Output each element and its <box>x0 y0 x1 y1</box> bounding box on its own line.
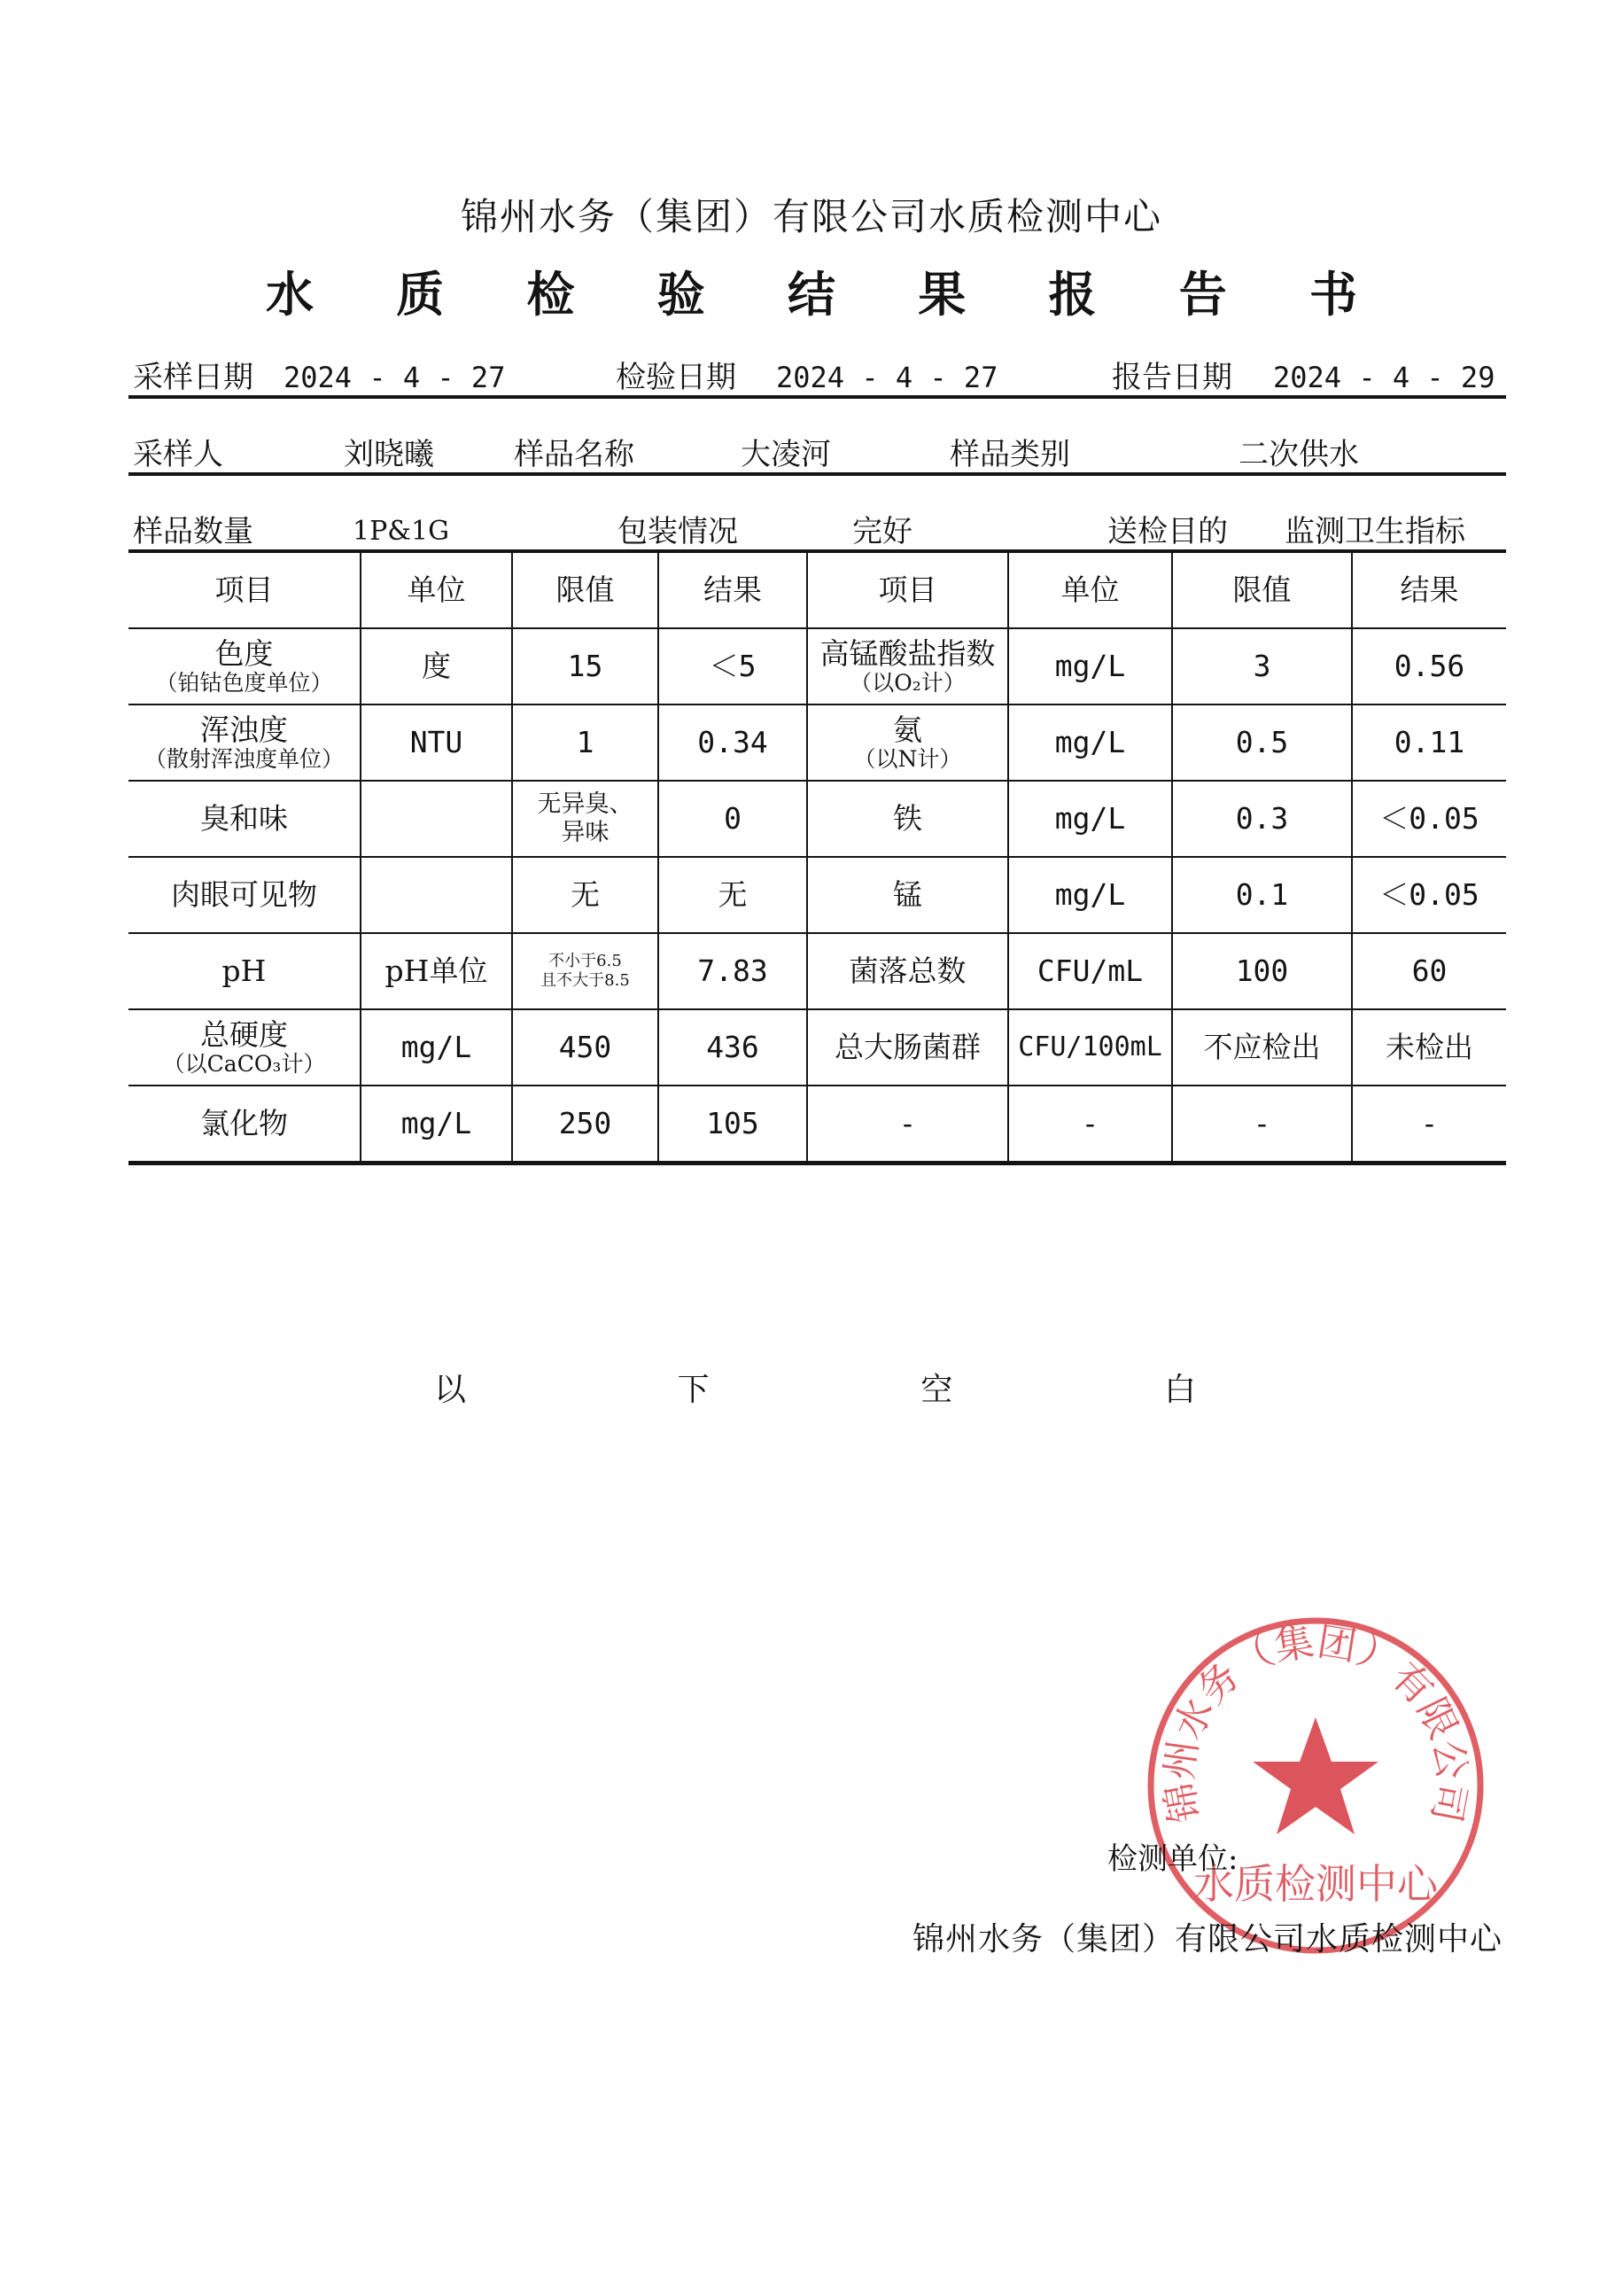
limit-line: 不小于6.5 <box>548 951 622 970</box>
info-underline-1 <box>128 395 1506 399</box>
limit-cell: - <box>1172 1086 1352 1164</box>
item-name: 总硬度 <box>200 1016 288 1052</box>
unit-cell: CFU/100mL <box>1008 1009 1172 1086</box>
item-cell: 铁 <box>807 781 1008 857</box>
report-date: 2024 - 4 - 29 <box>1273 361 1495 394</box>
organization-title: 锦州水务（集团）有限公司水质检测中心 <box>460 195 1162 238</box>
info-underline-2 <box>128 472 1506 476</box>
result-cell: 无 <box>658 857 807 933</box>
unit-cell <box>361 781 512 857</box>
result-cell: 60 <box>1352 933 1506 1009</box>
unit-cell: mg/L <box>361 1086 512 1164</box>
item-note: （铂钴色度单位） <box>155 669 333 696</box>
header-item: 项目 <box>807 551 1008 628</box>
limit-cell: 450 <box>512 1009 658 1086</box>
item-cell <box>807 704 1008 781</box>
test-date: 2024 - 4 - 27 <box>776 361 998 394</box>
limit-cell: 无 <box>512 857 658 933</box>
item-name: 浑浊度 <box>200 712 288 747</box>
item-cell <box>128 704 361 781</box>
header-result: 结果 <box>658 551 807 628</box>
header-unit: 单位 <box>1008 551 1172 628</box>
blank-notice-char: 空 <box>920 1372 953 1408</box>
result-cell: 未检出 <box>1352 1009 1506 1086</box>
packaging-label: 包装情况 <box>617 514 738 549</box>
result-cell: ＜5 <box>658 628 807 704</box>
limit-cell: 250 <box>512 1086 658 1164</box>
unit-cell <box>361 857 512 933</box>
report-title <box>266 257 1357 325</box>
results-table <box>128 549 1506 1165</box>
header-limit: 限值 <box>512 551 658 628</box>
blank-notice-char: 白 <box>1163 1372 1196 1408</box>
result-cell: 0.11 <box>1352 704 1506 781</box>
item-cell <box>128 628 361 704</box>
report-title-char: 水 <box>266 266 314 323</box>
unit-cell: mg/L <box>1008 704 1172 781</box>
report-title-char: 质 <box>396 266 445 323</box>
item-cell <box>128 1009 361 1086</box>
unit-cell: 度 <box>361 628 512 704</box>
report-title-char: 果 <box>918 266 967 323</box>
unit-cell: - <box>1008 1086 1172 1164</box>
unit-cell: mg/L <box>1008 781 1172 857</box>
result-cell: 105 <box>658 1086 807 1164</box>
limit-line: 无异臭、 <box>537 790 633 818</box>
report-title-char: 结 <box>788 266 835 323</box>
table-row <box>128 933 1506 1009</box>
header-limit: 限值 <box>1172 551 1352 628</box>
sample-name: 大凌河 <box>741 437 831 472</box>
sampler-label: 采样人 <box>133 437 223 472</box>
limit-cell: 15 <box>512 628 658 704</box>
result-cell: 0 <box>658 781 807 857</box>
sampling-date-label: 采样日期 <box>133 360 253 395</box>
result-cell: 0.34 <box>658 704 807 781</box>
header-result: 结果 <box>1352 551 1506 628</box>
quantity-label: 样品数量 <box>133 514 253 549</box>
table-row <box>128 857 1506 933</box>
blank-below-notice <box>434 1365 1196 1410</box>
table-row <box>128 781 1506 857</box>
item-cell <box>807 628 1008 704</box>
limit-cell <box>512 933 658 1009</box>
official-seal <box>1143 1613 1488 1958</box>
result-cell: 436 <box>658 1009 807 1086</box>
sample-type: 二次供水 <box>1239 437 1359 472</box>
header-unit: 单位 <box>361 551 512 628</box>
seal-center-text: 水质检测中心 <box>1193 1860 1438 1908</box>
item-note: （散射浑浊度单位） <box>144 745 344 772</box>
item-name: 色度 <box>214 635 274 671</box>
limit-cell: 不应检出 <box>1172 1009 1352 1086</box>
limit-cell: 100 <box>1172 933 1352 1009</box>
sampler: 刘晓曦 <box>344 437 434 472</box>
limit-cell: 0.3 <box>1172 781 1352 857</box>
table-row <box>128 628 1506 704</box>
header-item: 项目 <box>128 551 361 628</box>
limit-cell: 1 <box>512 704 658 781</box>
report-title-char: 书 <box>1309 266 1357 323</box>
item-name: 氨 <box>893 712 922 747</box>
limit-cell: 0.5 <box>1172 704 1352 781</box>
limit-line: 且不大于8.5 <box>540 971 630 990</box>
limit-line: 异味 <box>561 819 610 846</box>
result-cell: ＜0.05 <box>1352 857 1506 933</box>
unit-cell: mg/L <box>1008 628 1172 704</box>
item-cell: 总大肠菌群 <box>807 1009 1008 1086</box>
sampling-date: 2024 - 4 - 27 <box>283 361 506 394</box>
testing-unit-label: 检测单位: <box>1107 1841 1239 1877</box>
table-row <box>128 1009 1506 1086</box>
result-cell: - <box>1352 1086 1506 1164</box>
item-name: 高锰酸盐指数 <box>819 635 996 671</box>
result-cell: 7.83 <box>658 933 807 1009</box>
report-title-char: 验 <box>656 266 705 323</box>
result-cell: ＜0.05 <box>1352 781 1506 857</box>
unit-cell: NTU <box>361 704 512 781</box>
blank-notice-char: 以 <box>434 1372 467 1408</box>
quantity: 1P&1G <box>353 516 450 547</box>
report-title-char: 告 <box>1178 266 1227 323</box>
unit-cell: mg/L <box>361 1009 512 1086</box>
testing-unit-name: 锦州水务（集团）有限公司水质检测中心 <box>912 1921 1503 1957</box>
unit-cell: pH单位 <box>361 933 512 1009</box>
sample-name-label: 样品名称 <box>514 437 634 472</box>
item-cell: pH <box>128 933 361 1009</box>
packaging: 完好 <box>852 514 912 549</box>
table-row <box>128 1086 1506 1164</box>
unit-cell: CFU/mL <box>1008 933 1172 1009</box>
purpose-label: 送检目的 <box>1107 514 1228 549</box>
item-cell: 锰 <box>807 857 1008 933</box>
seal-star-icon <box>1253 1717 1378 1834</box>
report-date-label: 报告日期 <box>1112 360 1232 395</box>
test-date-label: 检验日期 <box>616 360 736 395</box>
item-cell: 臭和味 <box>128 781 361 857</box>
report-title-char: 检 <box>526 266 575 323</box>
seal-arc-text: 锦州水务（集团）有限公司 <box>1156 1619 1475 1826</box>
sample-type-label: 样品类别 <box>950 437 1070 472</box>
purpose: 监测卫生指标 <box>1285 514 1465 549</box>
item-cell: 氯化物 <box>128 1086 361 1164</box>
item-note: （以CaCO₃计） <box>162 1050 326 1077</box>
report-title-char: 报 <box>1048 266 1097 323</box>
table-row <box>128 704 1506 781</box>
limit-cell: 3 <box>1172 628 1352 704</box>
item-note: （以O₂计） <box>850 669 966 696</box>
limit-cell: 0.1 <box>1172 857 1352 933</box>
item-cell: - <box>807 1086 1008 1164</box>
table-header-row <box>128 551 1506 628</box>
limit-cell <box>512 781 658 857</box>
result-cell: 0.56 <box>1352 628 1506 704</box>
unit-cell: mg/L <box>1008 857 1172 933</box>
item-cell: 菌落总数 <box>807 933 1008 1009</box>
item-cell: 肉眼可见物 <box>128 857 361 933</box>
item-note: （以N计） <box>853 745 962 772</box>
blank-notice-char: 下 <box>677 1372 710 1408</box>
